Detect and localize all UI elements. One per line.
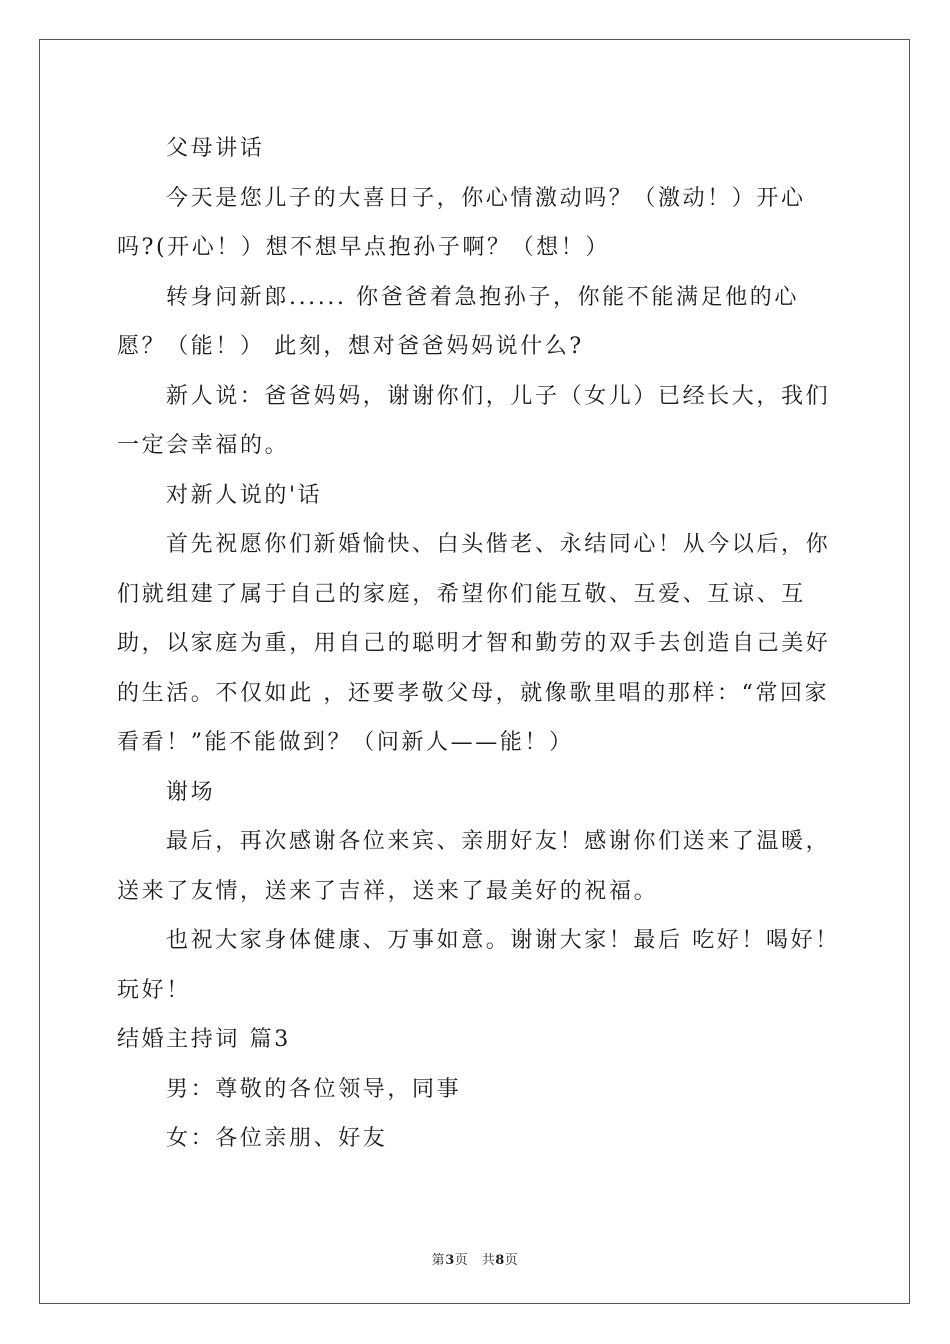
page-footer: [0, 1249, 950, 1268]
page-suffix: 页 共: [454, 1253, 496, 1268]
paragraph: 今天是您儿子的大喜日子，你心情激动吗？（激动！）开心吗?(开心！）想不想早点抱孙子啊？（想！）: [117, 185, 806, 260]
paragraph: 谢场: [166, 779, 216, 805]
document-body: [117, 124, 841, 1164]
paragraph: 新人说：爸爸妈妈，谢谢你们，儿子（女儿）已经长大，我们一定会幸福的。: [117, 383, 831, 458]
total-suffix: 页: [504, 1253, 519, 1268]
total-pages: 8: [495, 1253, 505, 1268]
section-heading: 结婚主持词 篇3: [117, 1027, 291, 1052]
paragraph: 转身问新郎...... 你爸爸着急抱孙子，你能不能满足他的心愿？（能！） 此刻，想对爸爸妈妈说什么?: [117, 284, 799, 359]
paragraph: 对新人说的'话: [166, 482, 323, 508]
page-number: 3: [445, 1253, 455, 1268]
paragraph: 也祝大家身体健康、万事如意。谢谢大家！最后 吃好！喝好！玩好！: [117, 928, 840, 1003]
paragraph: 父母讲话: [166, 136, 265, 161]
paragraph: 男：尊敬的各位领导，同事: [166, 1076, 462, 1102]
paragraph: 女：各位亲朋、好友: [166, 1126, 388, 1151]
paragraph: 首先祝愿你们新婚愉快、白头偕老、永结同心！从今以后，你们就组建了属于自己的家庭，希望你们能互敬、互爱、互谅、互助，以家庭为重，用自己的聪明才智和勤劳的双手去创造自己美好的生活。不仅如此 ，还要孝敬父母，就像歌里唱的那样：“常回家看看！”能不能做到？（问新人——能！）: [117, 532, 831, 755]
paragraph: 最后，再次感谢各位来宾、亲朋好友！感谢你们送来了温暖，送来了友情，送来了吉祥，送来了最美好的祝福。: [117, 829, 831, 904]
page-prefix: 第: [431, 1253, 446, 1268]
